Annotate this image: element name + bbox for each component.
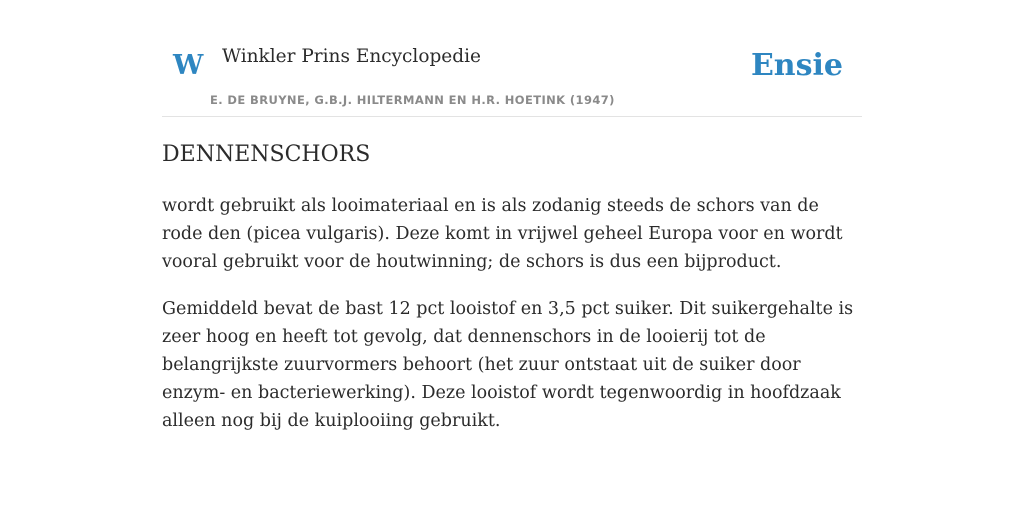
article-headword: DENNENSCHORS bbox=[162, 142, 371, 167]
authors-line: E. DE BRUYNE, G.B.J. HILTERMANN EN H.R. HOETINK (1947) bbox=[210, 93, 615, 107]
work-title: Winkler Prins Encyclopedie bbox=[222, 46, 481, 67]
article-paragraph: Gemiddeld bevat de bast 12 pct looistof en 3,5 pct suiker. Dit suikergehalte is zeer hoog en heeft tot gevolg, dat dennenschors in de looierij tot de belangrijkste zuurvormers behoort (het zuur ontstaat uit de suiker door enzym- en bacteriewerking). Deze looistof wordt tegenwoordig in hoofdzaak alleen nog bij de kuiplooiing gebruikt. bbox=[162, 299, 854, 431]
ensie-logo-link[interactable]: Ensie bbox=[750, 48, 843, 83]
header bbox=[162, 0, 862, 117]
article-paragraph: wordt gebruikt als looimateriaal en is als zodanig steeds de schors van de rode den (picea vulgaris). Deze komt in vrijwel geheel Europa voor en wordt vooral gebruikt voor de houtwinning; de schors is dus een bijproduct. bbox=[162, 196, 843, 272]
winkler-prins-logo: W bbox=[173, 50, 204, 81]
article-body bbox=[162, 192, 862, 454]
